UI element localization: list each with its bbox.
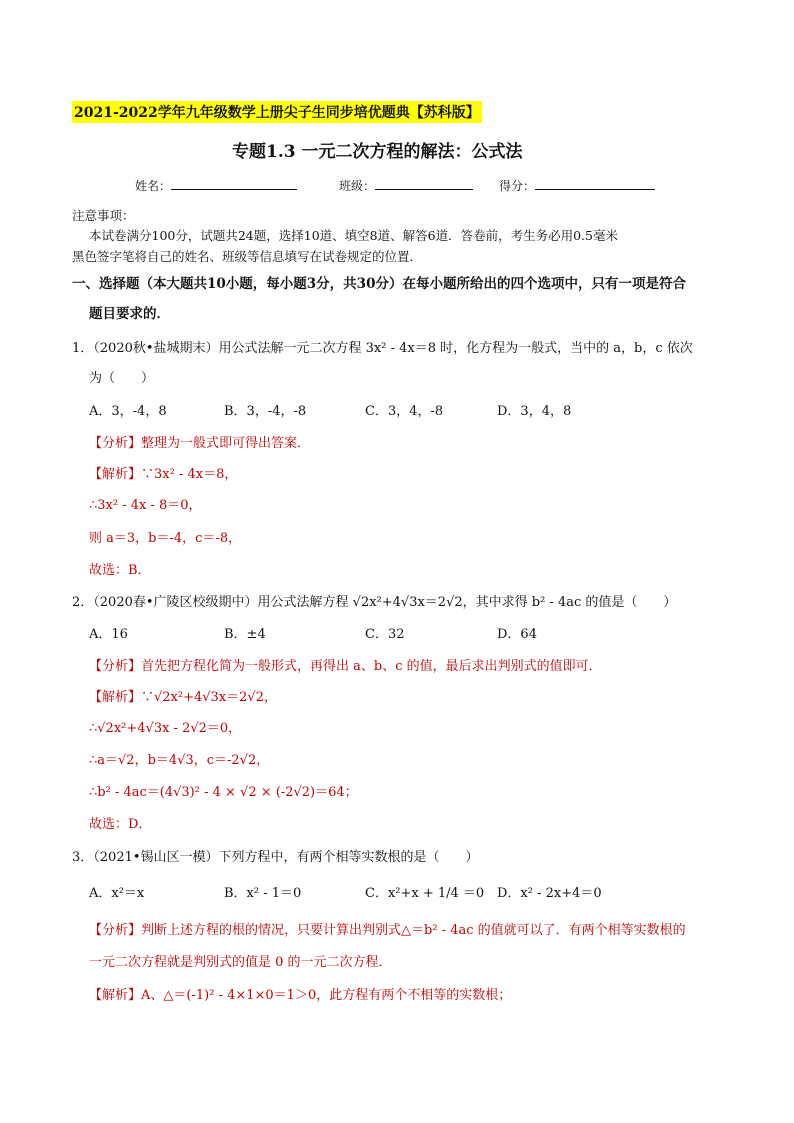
score-field[interactable] [499, 177, 655, 194]
q1-option-b[interactable]: B．3，-4，-8 [224, 404, 307, 419]
q1-answer: 故选：B． [89, 563, 151, 578]
q3-stem: 3．（2021•锡山区一模）下列方程中，有两个相等实数根的是（ ） [72, 850, 479, 865]
q1-stem-line-1: 1．（2020秋•盐城期末）用公式法解一元二次方程 3x² - 4x＝8 时，化方程为一般式，当中的 a，b，c 依次 [72, 341, 693, 356]
q1-option-d[interactable]: D．3，4，8 [497, 404, 572, 419]
name-label: 姓名： [135, 179, 172, 193]
class-label: 班级： [339, 179, 376, 193]
q1-option-c[interactable]: C．3，4，-8 [365, 404, 444, 419]
q2-answer: 故选：D． [89, 817, 152, 832]
class-blank[interactable] [375, 177, 473, 190]
q1-sol-1: ∵3x² - 4x＝8， [141, 467, 238, 482]
q3-option-c[interactable]: C．x²+x + 1/4 ＝0 [365, 886, 485, 901]
q3-analysis-line-1 [89, 919, 686, 938]
q2-solution-line-2: ∴√2x²+4√3x - 2√2＝0， [89, 721, 242, 736]
score-label: 得分： [499, 179, 536, 193]
q2-solution-line-3: ∴a＝√2，b＝4√3，c＝-2√2， [89, 753, 270, 768]
q1-solution-line-1 [89, 463, 237, 482]
series-banner: 2021-2022学年九年级数学上册尖子生同步培优题典【苏科版】 [72, 101, 482, 123]
q2-solution-line-1 [89, 686, 277, 705]
solution-tag: 【解析】 [89, 988, 142, 1003]
q2-analysis [89, 655, 602, 674]
q1-solution-line-3: 则 a＝3，b＝-4，c＝-8， [89, 531, 242, 546]
section-heading-line-2: 题目要求的． [89, 306, 170, 322]
q2-option-c[interactable]: C．32 [365, 627, 405, 642]
name-field[interactable] [135, 177, 297, 194]
name-blank[interactable] [171, 177, 297, 190]
q2-option-d[interactable]: D．64 [497, 627, 537, 642]
q3-option-d[interactable]: D．x² - 2x+4＝0 [497, 886, 602, 901]
q3-solution-line-1 [89, 984, 511, 1003]
analysis-tag: 【分析】 [89, 436, 142, 451]
q2-sol-1: ∵√2x²+4√3x＝2√2， [141, 690, 277, 705]
q1-solution-line-2: ∴3x² - 4x - 8＝0， [89, 498, 202, 513]
analysis-tag: 【分析】 [89, 659, 142, 674]
q3-option-a[interactable]: A．x²＝x [89, 886, 145, 901]
section-heading-line-1: 一、选择题（本大题共10小题，每小题3分，共30分）在每小题所给出的四个选项中，只有一项是符合 [72, 276, 686, 292]
analysis-tag: 【分析】 [89, 923, 142, 938]
q3-sol-1: A、△＝(-1)² - 4×1×0＝1＞0，此方程有两个不相等的实数根； [141, 988, 512, 1003]
q1-option-a[interactable]: A．3，-4，8 [89, 404, 167, 419]
class-field[interactable] [339, 177, 473, 194]
q3-analysis-line-2: 一元二次方程就是判别式的值是 0 的一元二次方程． [89, 955, 392, 970]
q2-option-b[interactable]: B．±4 [224, 627, 266, 642]
solution-tag: 【解析】 [89, 467, 142, 482]
q1-analysis [89, 432, 310, 451]
q2-stem: 2．（2020春•广陵区校级期中）用公式法解方程 √2x²+4√3x＝2√2，其中求得 b² - 4ac 的值是（ ） [72, 595, 677, 610]
q2-solution-line-4: ∴b² - 4ac＝(4√3)² - 4 × √2 × (-2√2)＝64； [89, 785, 358, 800]
solution-tag: 【解析】 [89, 690, 142, 705]
q1-stem-line-2: 为（ ） [89, 371, 155, 386]
score-blank[interactable] [535, 177, 655, 190]
notice-heading: 注意事项： [72, 208, 135, 223]
notice-line-1: 本试卷满分100分，试题共24题，选择10道、填空8道、解答6道．答卷前，考生务必用0.5毫米 [89, 228, 618, 243]
q3-option-b[interactable]: B．x² - 1＝0 [224, 886, 302, 901]
notice-line-2: 黑色签字笔将自己的姓名、班级等信息填写在试卷规定的位置． [72, 249, 423, 264]
q1-analysis-text: 整理为一般式即可得出答案． [141, 436, 311, 451]
q2-option-a[interactable]: A．16 [89, 627, 128, 642]
q3-analysis-text-1: 判断上述方程的根的情况，只要计算出判别式△＝b² - 4ac 的值就可以了．有两个相等实数根的 [141, 923, 686, 938]
page-title: 专题1.3 一元二次方程的解法：公式法 [232, 142, 523, 162]
q2-analysis-text: 首先把方程化简为一般形式，再得出 a、b、c 的值，最后求出判别式的值即可． [141, 659, 602, 674]
